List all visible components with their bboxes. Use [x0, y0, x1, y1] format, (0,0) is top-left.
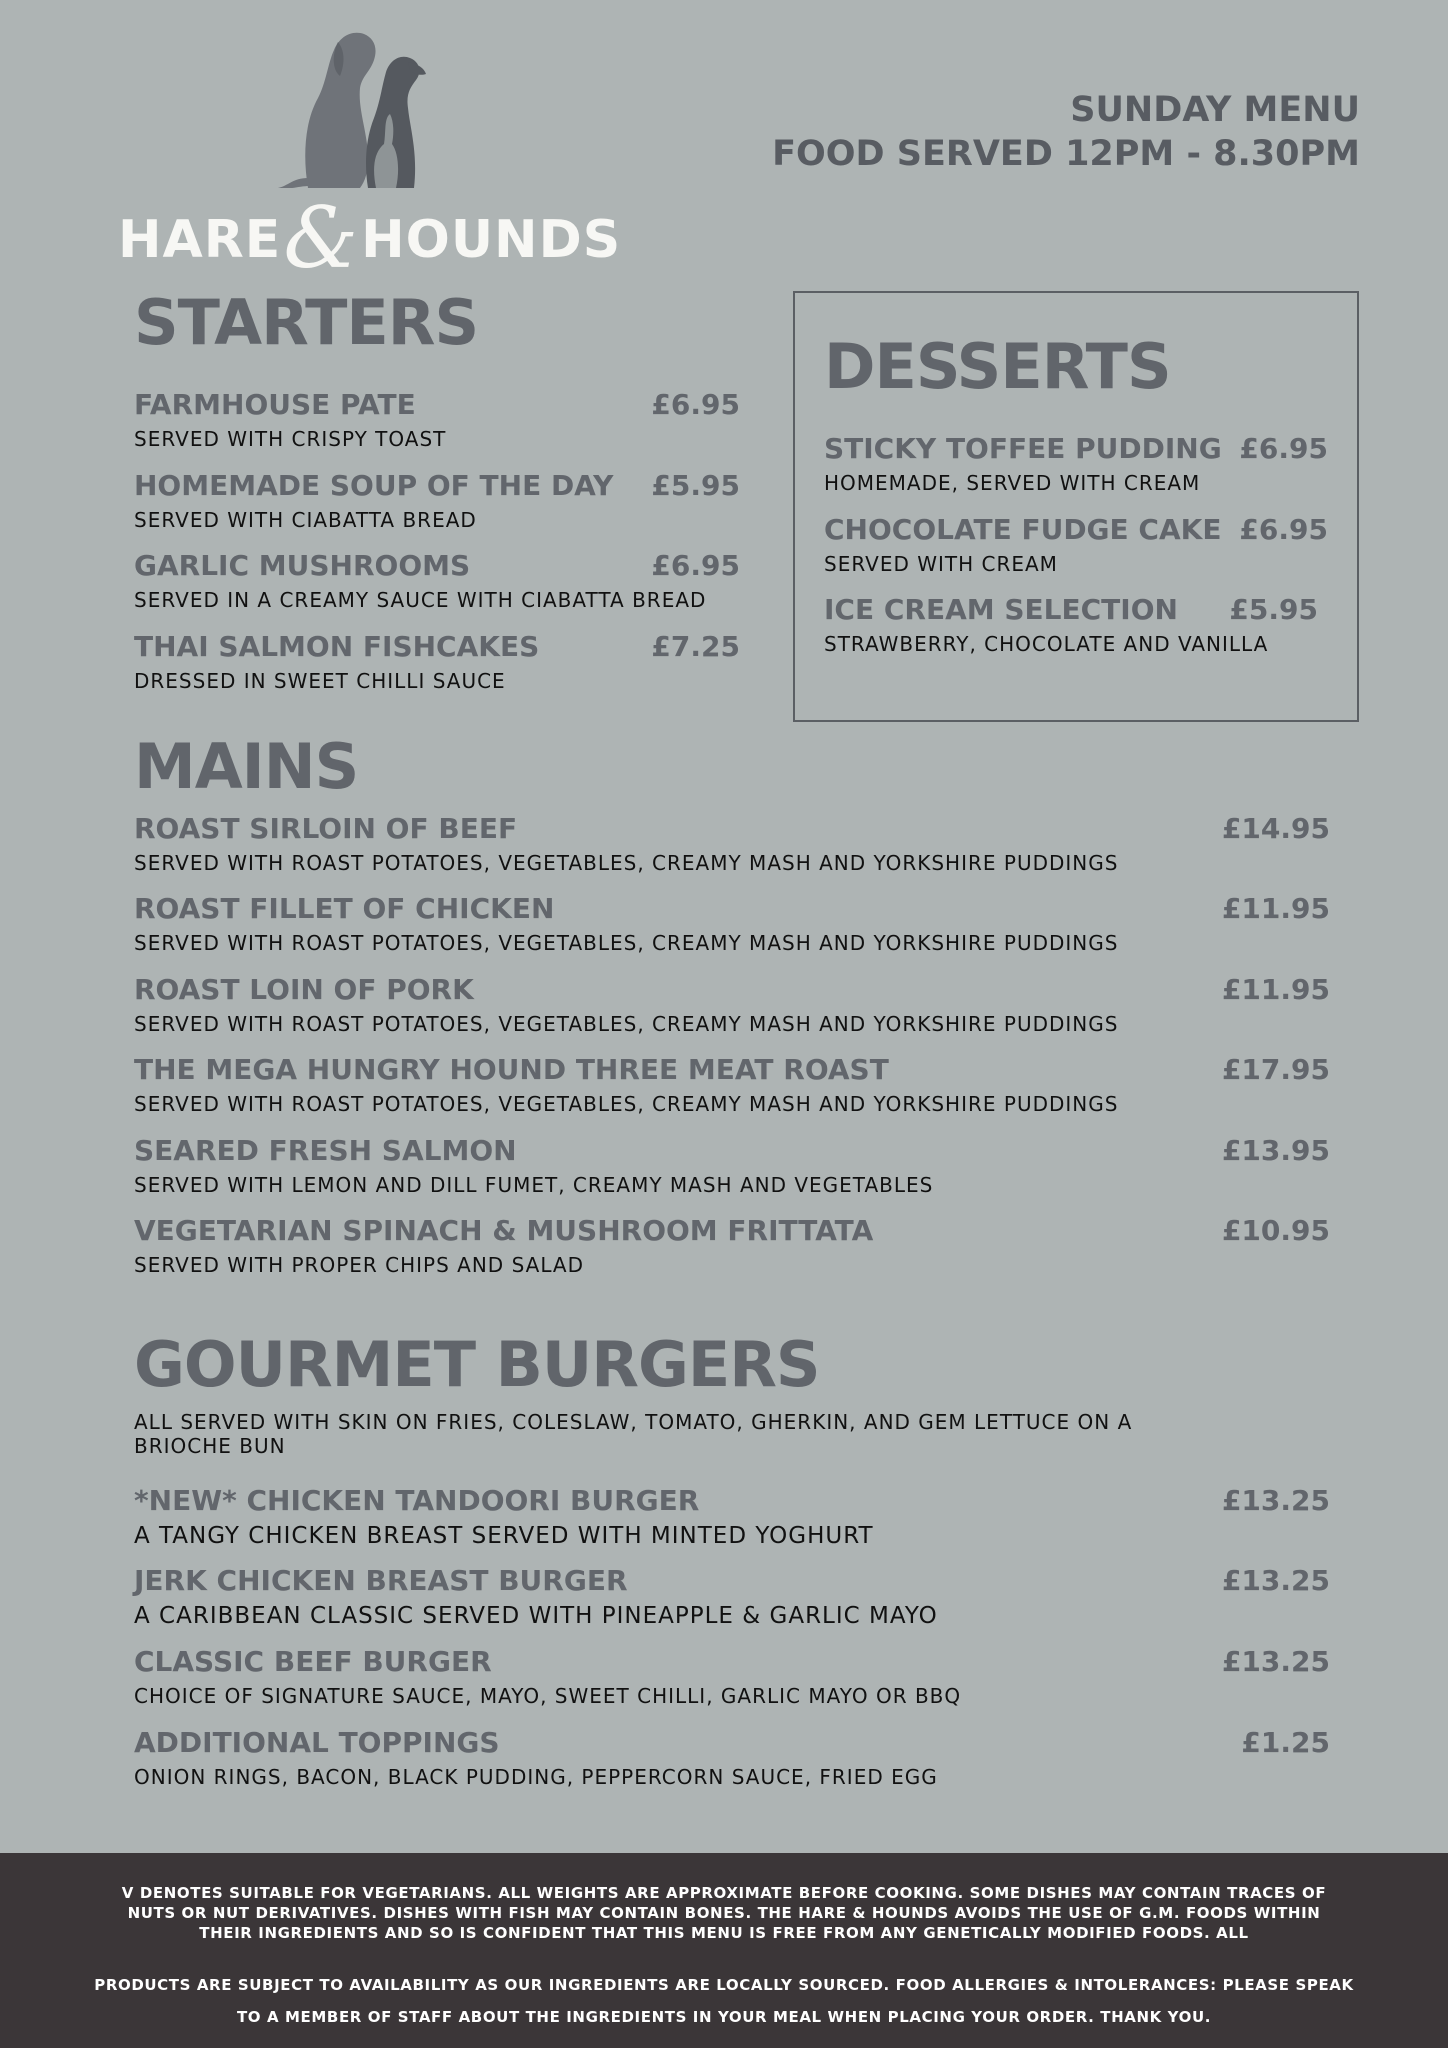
mains-title: MAINS [134, 730, 359, 803]
item-price: £13.25 [1221, 1564, 1330, 1597]
item-price: £6.95 [1239, 513, 1328, 546]
item-price: £5.95 [651, 469, 740, 502]
item-price: £10.95 [1221, 1214, 1330, 1247]
item-description: SERVED WITH ROAST POTATOES, VEGETABLES, CREAMY MASH AND YORKSHIRE PUDDINGS [134, 931, 1119, 955]
service-hours: FOOD SERVED 12PM - 8.30PM [772, 134, 1360, 174]
item-description: SERVED WITH ROAST POTATOES, VEGETABLES, CREAMY MASH AND YORKSHIRE PUDDINGS [134, 851, 1119, 875]
menu-item [134, 1134, 1330, 1197]
burgers-title: GOURMET BURGERS [134, 1328, 820, 1401]
brand-wordmark [118, 189, 622, 287]
item-name: CLASSIC BEEF BURGER [134, 1645, 492, 1678]
footer-paragraph: V DENOTES SUITABLE FOR VEGETARIANS. ALL WEIGHTS ARE APPROXIMATE BEFORE COOKING. SOME DISHES MAY CONTAIN TRACES OF NUTS OR NUT DERIVATIVES. DISHES WITH FISH MAY CONTAIN BONES. THE HARE & HOUNDS AVOIDS THE USE OF G.M. FOODS WITHIN THEIR INGREDIENTS AND SO IS CONFIDENT THAT THIS MENU IS FREE FROM ANY GENETICALLY MODIFIED FOODS. ALL [121, 1884, 1327, 1942]
item-name: ROAST FILLET OF CHICKEN [134, 892, 555, 925]
item-name: FARMHOUSE PATE [134, 388, 416, 421]
menu-item [824, 432, 1328, 495]
item-description: A TANGY CHICKEN BREAST SERVED WITH MINTED YOGHURT [134, 1523, 874, 1549]
item-name: ROAST LOIN OF PORK [134, 973, 474, 1006]
item-price: £14.95 [1221, 812, 1330, 845]
menu-item [134, 1214, 1330, 1277]
item-price: £7.25 [651, 630, 740, 663]
item-description: SERVED WITH LEMON AND DILL FUMET, CREAMY MASH AND VEGETABLES [134, 1173, 934, 1197]
brand-name-left: HARE [118, 210, 282, 270]
item-price: £13.95 [1221, 1134, 1330, 1167]
desserts-title: DESSERTS [824, 330, 1171, 403]
item-description: SERVED WITH CREAM [824, 552, 1058, 576]
item-description: SERVED WITH PROPER CHIPS AND SALAD [134, 1253, 584, 1277]
brand-logo [118, 28, 622, 287]
item-description: SERVED WITH ROAST POTATOES, VEGETABLES, CREAMY MASH AND YORKSHIRE PUDDINGS [134, 1012, 1119, 1036]
item-description: SERVED WITH CIABATTA BREAD [134, 508, 477, 532]
item-name: *NEW* CHICKEN TANDOORI BURGER [134, 1484, 700, 1517]
starters-title: STARTERS [134, 286, 479, 359]
menu-item [134, 1564, 1330, 1629]
menu-item [134, 1726, 1330, 1789]
menu-item [134, 469, 740, 532]
item-name: GARLIC MUSHROOMS [134, 549, 471, 582]
menu-item [134, 1053, 1330, 1116]
item-name: ROAST SIRLOIN OF BEEF [134, 812, 518, 845]
dog-and-hare-silhouette-icon [248, 28, 448, 188]
item-price: £17.95 [1221, 1053, 1330, 1086]
burgers-note: ALL SERVED WITH SKIN ON FRIES, COLESLAW, TOMATO, GHERKIN, AND GEM LETTUCE ON A BRIOCHE BUN [134, 1410, 1133, 1458]
item-name: ADDITIONAL TOPPINGS [134, 1726, 500, 1759]
item-name: JERK CHICKEN BREAST BURGER [134, 1564, 628, 1597]
item-name: STICKY TOFFEE PUDDING [824, 432, 1222, 465]
menu-item [134, 630, 740, 693]
item-description: DRESSED IN SWEET CHILLI SAUCE [134, 669, 506, 693]
item-description: A CARIBBEAN CLASSIC SERVED WITH PINEAPPLE & GARLIC MAYO [134, 1603, 938, 1629]
item-price: £6.95 [651, 388, 740, 421]
item-description: HOMEMADE, SERVED WITH CREAM [824, 471, 1201, 495]
item-description: SERVED WITH ROAST POTATOES, VEGETABLES, CREAMY MASH AND YORKSHIRE PUDDINGS [134, 1092, 1119, 1116]
item-price: £6.95 [1239, 432, 1328, 465]
item-name: SEARED FRESH SALMON [134, 1134, 517, 1167]
item-description: ONION RINGS, BACON, BLACK PUDDING, PEPPERCORN SAUCE, FRIED EGG [134, 1765, 938, 1789]
item-name: CHOCOLATE FUDGE CAKE [824, 513, 1222, 546]
footer-disclaimer [0, 1853, 1448, 2048]
item-price: £11.95 [1221, 973, 1330, 1006]
item-description: STRAWBERRY, CHOCOLATE AND VANILLA [824, 632, 1269, 656]
footer-paragraph: PRODUCTS ARE SUBJECT TO AVAILABILITY AS OUR INGREDIENTS ARE LOCALLY SOURCED. FOOD ALLERGIES & INTOLERANCES: PLEASE SPEAK TO A MEMBER OF STAFF ABOUT THE INGREDIENTS IN YOUR MEAL WHEN PLACING YOUR ORDER. THANK YOU. [94, 1976, 1354, 2026]
menu-item [134, 388, 740, 451]
menu-item [134, 1484, 1330, 1549]
item-name: VEGETARIAN SPINACH & MUSHROOM FRITTATA [134, 1214, 874, 1247]
item-name: HOMEMADE SOUP OF THE DAY [134, 469, 614, 502]
brand-ampersand: & [283, 189, 360, 287]
item-price: £11.95 [1221, 892, 1330, 925]
menu-item [134, 973, 1330, 1036]
item-name: THAI SALMON FISHCAKES [134, 630, 540, 663]
item-name: ICE CREAM SELECTION [824, 593, 1178, 626]
item-description: SERVED IN A CREAMY SAUCE WITH CIABATTA BREAD [134, 588, 707, 612]
item-name: THE MEGA HUNGRY HOUND THREE MEAT ROAST [134, 1053, 889, 1086]
menu-header [772, 88, 1360, 176]
menu-item [134, 892, 1330, 955]
menu-item [134, 1645, 1330, 1708]
menu-item [134, 549, 740, 612]
brand-name-right: HOUNDS [361, 210, 622, 270]
item-price: £5.95 [1229, 593, 1318, 626]
menu-day-title: SUNDAY MENU [1070, 90, 1360, 130]
item-price: £13.25 [1221, 1645, 1330, 1678]
menu-item [824, 513, 1328, 576]
menu-item [824, 593, 1318, 656]
item-price: £13.25 [1221, 1484, 1330, 1517]
item-description: SERVED WITH CRISPY TOAST [134, 427, 447, 451]
item-price: £6.95 [651, 549, 740, 582]
menu-item [134, 812, 1330, 875]
item-price: £1.25 [1241, 1726, 1330, 1759]
item-description: CHOICE OF SIGNATURE SAUCE, MAYO, SWEET CHILLI, GARLIC MAYO OR BBQ [134, 1684, 962, 1708]
